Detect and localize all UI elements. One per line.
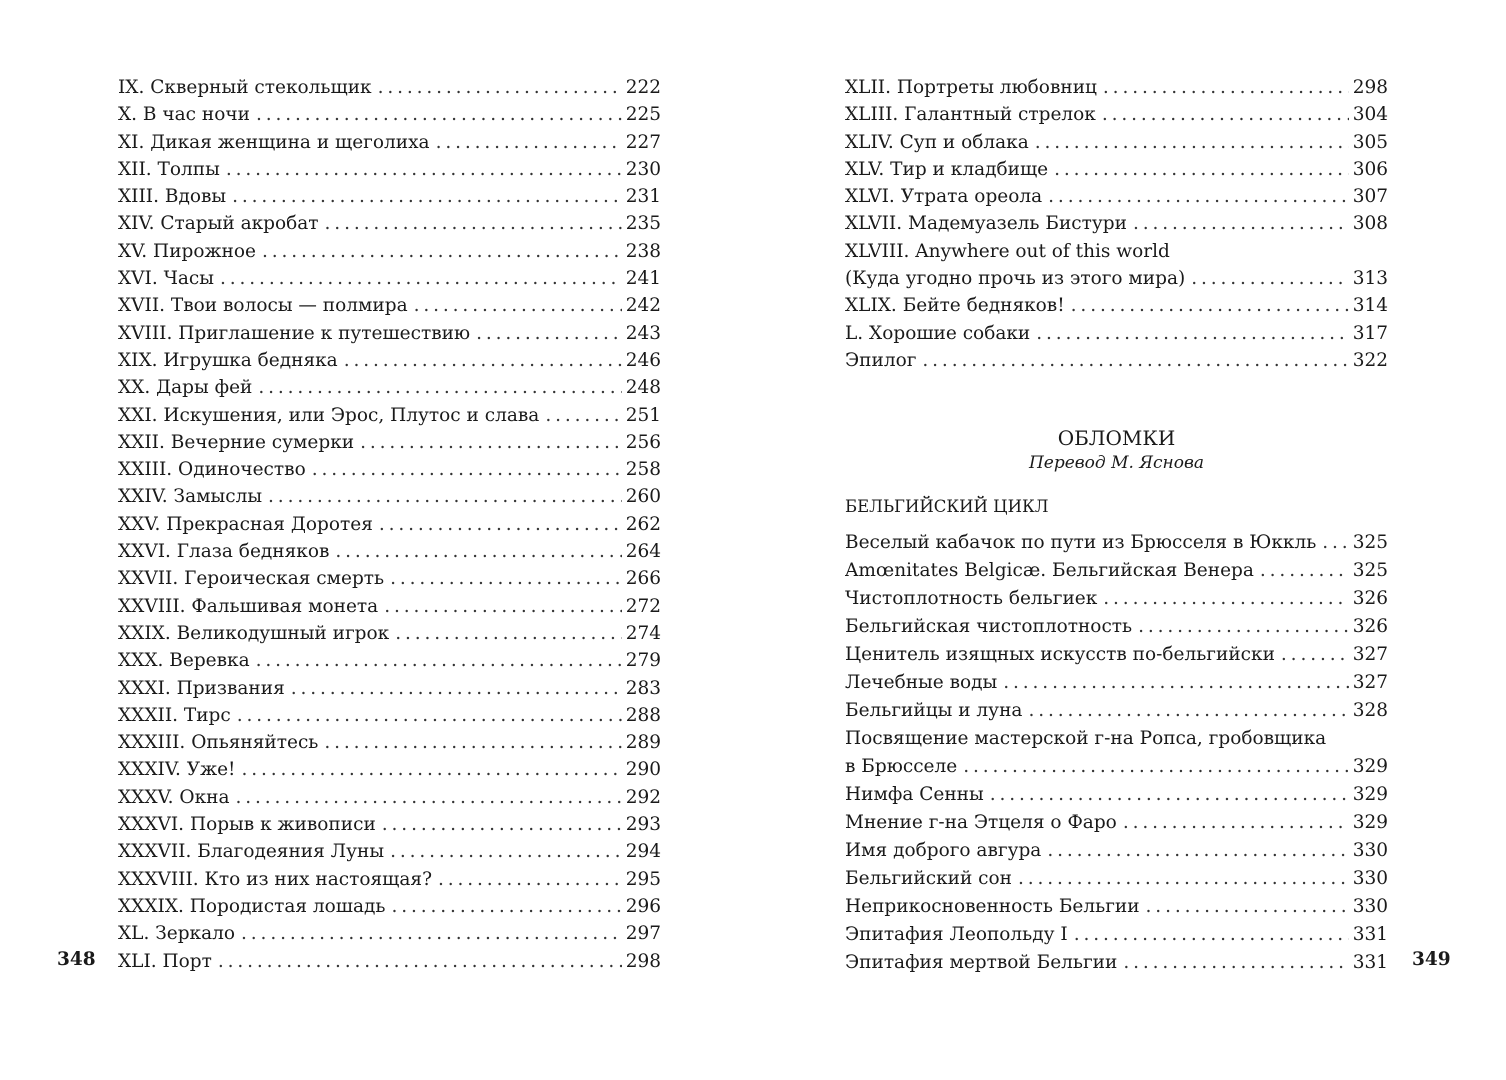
toc-entry-page: 329	[1352, 784, 1388, 805]
toc-entry-title: XV. Пирожное	[118, 240, 256, 262]
toc-entry	[118, 729, 661, 756]
toc-entry-title: XLVIII. Anywhere out of this world	[845, 240, 1170, 262]
dot-leader	[545, 402, 621, 429]
dot-leader	[378, 74, 622, 101]
toc-entry-title: Имя доброго авгура	[845, 840, 1042, 861]
toc-entry-page: 322	[1352, 349, 1388, 371]
toc-entry-page: 325	[1352, 532, 1388, 553]
toc-entry-page: 235	[625, 213, 661, 235]
toc-entry	[118, 402, 661, 429]
toc-entry	[118, 784, 661, 811]
toc-entry	[118, 238, 661, 265]
toc-entry	[118, 565, 661, 592]
toc-entry-page: 297	[625, 923, 661, 945]
cycle-title: БЕЛЬГИЙСКИЙ ЦИКЛ	[845, 497, 1049, 516]
toc-entry-title: XXXIV. Уже!	[118, 759, 236, 781]
toc-entry	[845, 529, 1388, 557]
toc-entry	[118, 429, 661, 456]
toc-entry	[118, 702, 661, 729]
toc-entry-page: 317	[1352, 322, 1388, 344]
toc-entry-title: XXII. Вечерние сумерки	[118, 431, 355, 453]
toc-entry	[118, 511, 661, 538]
toc-entry-title: (Куда угодно прочь из этого мира)	[845, 268, 1186, 290]
toc-entry-title: L. Хорошие собаки	[845, 322, 1031, 344]
toc-entry-title: XLIV. Суп и облака	[845, 131, 1029, 153]
toc-entry-page: 227	[625, 131, 661, 153]
dot-leader	[241, 920, 622, 947]
toc-entry-page: 296	[625, 895, 661, 917]
toc-entry	[118, 756, 661, 783]
toc-entry-title: XXXIII. Опьяняйтесь	[118, 732, 319, 754]
dot-leader	[256, 647, 622, 674]
toc-entry-title: Бельгийский сон	[845, 868, 1013, 889]
dot-leader	[1103, 74, 1349, 101]
toc-entry-page: 314	[1352, 295, 1388, 317]
toc-entry-title: XLI. Порт	[118, 950, 212, 972]
toc-entry	[845, 893, 1388, 921]
toc-entry-page: 242	[625, 295, 661, 317]
toc-entry-page: 331	[1352, 952, 1388, 973]
toc-entry	[845, 837, 1388, 865]
toc-entry-page: 272	[625, 595, 661, 617]
toc-entry-page: 326	[1352, 616, 1388, 637]
toc-entry	[118, 347, 661, 374]
toc-entry-page: 294	[625, 841, 661, 863]
dot-leader	[1074, 921, 1349, 949]
toc-entry-page: 327	[1352, 644, 1388, 665]
toc-entry-title: XIII. Вдовы	[118, 186, 227, 208]
right-page-contents	[845, 74, 1388, 374]
dot-leader	[1048, 183, 1349, 210]
toc-entry-page: 262	[625, 513, 661, 535]
toc-entry-page: 260	[625, 486, 661, 508]
toc-entry-title: Эпилог	[845, 349, 917, 371]
dot-leader	[237, 702, 622, 729]
toc-entry-page: 331	[1352, 924, 1388, 945]
dot-leader	[1103, 585, 1348, 613]
right-page-number: 349	[1412, 949, 1451, 970]
toc-entry-page: 288	[625, 704, 661, 726]
toc-entry-page: 298	[625, 950, 661, 972]
dot-leader	[1003, 669, 1348, 697]
toc-entry-title: XXXIX. Породистая лошадь	[118, 895, 386, 917]
left-page-contents	[118, 74, 661, 975]
toc-entry-title: в Брюсселе	[845, 756, 958, 777]
toc-entry	[845, 292, 1388, 319]
toc-entry-page: 325	[1352, 560, 1388, 581]
toc-entry-page: 329	[1352, 812, 1388, 833]
toc-entry-page: 231	[625, 186, 661, 208]
dot-leader	[232, 183, 622, 210]
toc-entry	[118, 129, 661, 156]
dot-leader	[1191, 265, 1348, 292]
toc-entry-title: XXIV. Замыслы	[118, 486, 263, 508]
toc-entry-page: 290	[625, 759, 661, 781]
toc-entry-page: 330	[1352, 896, 1388, 917]
toc-entry-page: 289	[625, 732, 661, 754]
toc-entry	[845, 74, 1388, 101]
toc-entry-title: XXX. Веревка	[118, 650, 250, 672]
toc-entry-title: XII. Толпы	[118, 158, 220, 180]
toc-entry-page: 305	[1352, 131, 1388, 153]
toc-entry-title: XXVI. Глаза бедняков	[118, 541, 330, 563]
toc-entry-page: 264	[625, 541, 661, 563]
toc-entry	[118, 183, 661, 210]
dot-leader	[476, 320, 622, 347]
dot-leader	[922, 347, 1348, 374]
toc-entry-title: XXV. Прекрасная Доротея	[118, 513, 373, 535]
toc-entry-title: Мнение г-на Этцеля о Фаро	[845, 812, 1117, 833]
dot-leader	[1138, 613, 1349, 641]
toc-entry-title: Бельгийцы и луна	[845, 700, 1023, 721]
dot-leader	[325, 210, 622, 237]
dot-leader	[1102, 101, 1349, 128]
dot-leader	[1123, 949, 1348, 977]
toc-entry-title: IX. Скверный стекольщик	[118, 77, 372, 98]
toc-entry-page: 307	[1352, 186, 1388, 208]
toc-entry	[845, 557, 1388, 585]
cycle-contents	[845, 529, 1388, 977]
toc-entry-title: XLVII. Мадемуазель Бистури	[845, 213, 1127, 235]
toc-entry-page: 230	[625, 158, 661, 180]
toc-entry	[118, 320, 661, 347]
toc-entry-page: 251	[625, 404, 661, 426]
dot-leader	[1260, 557, 1349, 585]
toc-entry-title: XXIX. Великодушный игрок	[118, 622, 390, 644]
toc-entry-title: XXVIII. Фальшивая монета	[118, 595, 379, 617]
toc-entry-title: Неприкосновенность Бельгии	[845, 896, 1140, 917]
toc-entry	[118, 265, 661, 292]
toc-entry-page: 329	[1352, 756, 1388, 777]
toc-entry	[118, 292, 661, 319]
toc-entry-page: 241	[625, 268, 661, 290]
toc-entry	[118, 838, 661, 865]
toc-entry-title: XVIII. Приглашение к путешествию	[118, 322, 471, 344]
dot-leader	[414, 292, 622, 319]
dot-leader	[291, 675, 622, 702]
dot-leader	[390, 565, 622, 592]
dot-leader	[1146, 893, 1349, 921]
dot-leader	[391, 893, 621, 920]
dot-leader	[1133, 210, 1349, 237]
left-page-number: 348	[57, 949, 96, 970]
toc-entry	[118, 811, 661, 838]
toc-entry-title: X. В час ночи	[118, 104, 250, 126]
toc-entry-title: Чистоплотность бельгиек	[845, 588, 1098, 609]
toc-entry-title: XIX. Игрушка бедняка	[118, 349, 338, 371]
toc-entry-title: XLVI. Утрата ореола	[845, 186, 1043, 208]
dot-leader	[262, 238, 622, 265]
toc-entry-title: XX. Дары фей	[118, 377, 253, 399]
toc-entry-page: 328	[1352, 700, 1388, 721]
toc-entry-title: Веселый кабачок по пути из Брюсселя в Юккль	[845, 532, 1317, 553]
toc-entry	[845, 613, 1388, 641]
toc-entry-title: XIV. Старый акробат	[118, 213, 319, 235]
section-title: ОБЛОМКИ	[1057, 426, 1176, 450]
dot-leader	[384, 593, 621, 620]
toc-entry	[845, 183, 1388, 210]
dot-leader	[390, 838, 622, 865]
dot-leader	[1035, 129, 1349, 156]
toc-entry-title: Эпитафия Леопольду I	[845, 924, 1068, 945]
toc-entry	[845, 641, 1388, 669]
toc-entry	[845, 585, 1388, 613]
toc-entry-title: XXXII. Тирс	[118, 704, 231, 726]
dot-leader	[1071, 292, 1349, 319]
dot-leader	[436, 129, 622, 156]
toc-entry	[118, 647, 661, 674]
toc-entry-page: 295	[625, 868, 661, 890]
toc-entry-title: XXXVI. Порыв к живописи	[118, 814, 376, 836]
toc-entry	[118, 893, 661, 920]
toc-entry-page: 304	[1352, 104, 1388, 126]
toc-entry	[845, 865, 1388, 893]
toc-entry-page: 313	[1352, 268, 1388, 290]
toc-entry-page: 266	[625, 568, 661, 590]
toc-entry-title: Эпитафия мертвой Бельгии	[845, 952, 1118, 973]
toc-entry-page: 256	[625, 431, 661, 453]
toc-entry	[118, 866, 661, 893]
dot-leader	[990, 781, 1349, 809]
toc-entry-page: 274	[625, 622, 661, 644]
toc-entry	[845, 129, 1388, 156]
toc-entry-title: XXIII. Одиночество	[118, 459, 306, 481]
dot-leader	[268, 483, 622, 510]
toc-entry-title: XLV. Тир и кладбище	[845, 158, 1049, 180]
toc-entry-page: 283	[625, 677, 661, 699]
toc-entry	[118, 374, 661, 401]
toc-entry	[118, 456, 661, 483]
dot-leader	[379, 511, 622, 538]
dot-leader	[1036, 320, 1348, 347]
toc-entry	[118, 675, 661, 702]
dot-leader	[335, 538, 621, 565]
dot-leader	[1322, 529, 1348, 557]
toc-entry-title: Нимфа Сенны	[845, 784, 984, 805]
dot-leader	[236, 784, 622, 811]
dot-leader	[438, 866, 622, 893]
dot-leader	[1054, 156, 1349, 183]
dot-leader	[312, 456, 622, 483]
toc-entry	[845, 210, 1388, 237]
dot-leader	[963, 753, 1348, 781]
toc-entry-line	[845, 238, 1388, 265]
toc-entry	[118, 101, 661, 128]
toc-entry-title: XXVII. Героическая смерть	[118, 568, 385, 590]
toc-entry-page: 225	[625, 104, 661, 126]
toc-entry	[845, 101, 1388, 128]
toc-entry-page: 238	[625, 240, 661, 262]
dot-leader	[241, 756, 621, 783]
toc-entry-page: 308	[1352, 213, 1388, 235]
toc-entry-title: Лечебные воды	[845, 672, 998, 693]
toc-entry	[845, 156, 1388, 183]
toc-entry	[118, 538, 661, 565]
toc-entry-page: 330	[1352, 840, 1388, 861]
toc-entry	[845, 753, 1388, 781]
dot-leader	[1281, 641, 1349, 669]
dot-leader	[360, 429, 622, 456]
dot-leader	[382, 811, 622, 838]
dot-leader	[256, 101, 622, 128]
dot-leader	[1018, 865, 1349, 893]
toc-entry-page: 258	[625, 459, 661, 481]
toc-entry-page: 246	[625, 349, 661, 371]
toc-entry	[845, 669, 1388, 697]
dot-leader	[1123, 809, 1349, 837]
toc-entry-title: XLIX. Бейте бедняков!	[845, 295, 1065, 317]
dot-leader	[218, 948, 622, 975]
toc-entry	[118, 74, 661, 101]
toc-entry	[845, 809, 1388, 837]
dot-leader	[324, 729, 621, 756]
toc-entry-title: XL. Зеркало	[118, 923, 236, 945]
toc-entry	[845, 781, 1388, 809]
dot-leader	[1028, 697, 1348, 725]
toc-entry-title: XLIII. Галантный стрелок	[845, 104, 1096, 126]
toc-entry	[845, 921, 1388, 949]
toc-entry	[118, 948, 661, 975]
toc-entry	[118, 483, 661, 510]
toc-entry-page: 298	[1352, 77, 1388, 98]
toc-entry-title: Посвящение мастерской г-на Ропса, гробовщика	[845, 728, 1327, 749]
toc-entry	[845, 320, 1388, 347]
toc-entry-title: XLII. Портреты любовниц	[845, 77, 1097, 98]
toc-entry-title: XVII. Твои волосы — полмира	[118, 295, 408, 317]
toc-entry-page: 306	[1352, 158, 1388, 180]
toc-entry-title: XXI. Искушения, или Эрос, Плутос и слава	[118, 404, 540, 426]
toc-entry	[118, 620, 661, 647]
dot-leader	[258, 374, 621, 401]
toc-entry-page: 292	[625, 786, 661, 808]
toc-entry	[118, 210, 661, 237]
toc-entry	[118, 920, 661, 947]
dot-leader	[1047, 837, 1348, 865]
toc-entry-title: XXXI. Призвания	[118, 677, 285, 699]
dot-leader	[344, 347, 622, 374]
toc-entry-title: XXXV. Окна	[118, 786, 230, 808]
toc-entry-page: 326	[1352, 588, 1388, 609]
section-translator: Перевод М. Яснова	[1028, 453, 1205, 473]
toc-entry	[845, 697, 1388, 725]
toc-entry	[845, 347, 1388, 374]
toc-entry-page: 243	[625, 322, 661, 344]
toc-entry-page: 222	[625, 77, 661, 98]
toc-entry-title: Ценитель изящных искусств по-бельгийски	[845, 644, 1275, 665]
toc-entry-page: 279	[625, 650, 661, 672]
dot-leader	[226, 156, 622, 183]
toc-entry-title: XXXVII. Благодеяния Луны	[118, 841, 385, 863]
dot-leader	[395, 620, 621, 647]
toc-entry-page: 327	[1352, 672, 1388, 693]
toc-entry-line	[845, 725, 1388, 753]
toc-entry-page: 330	[1352, 868, 1388, 889]
toc-entry	[118, 593, 661, 620]
toc-entry-title: XI. Дикая женщина и щеголиха	[118, 131, 430, 153]
toc-entry-title: Amœnitates Belgicæ. Бельгийская Венера	[845, 560, 1254, 581]
toc-entry	[845, 265, 1388, 292]
toc-entry	[118, 156, 661, 183]
dot-leader	[220, 265, 622, 292]
toc-entry-page: 248	[625, 377, 661, 399]
toc-entry-title: Бельгийская чистоплотность	[845, 616, 1133, 637]
toc-entry	[845, 949, 1388, 977]
toc-entry-title: XVI. Часы	[118, 268, 215, 290]
toc-entry-page: 293	[625, 814, 661, 836]
toc-entry-title: XXXVIII. Кто из них настоящая?	[118, 868, 432, 890]
